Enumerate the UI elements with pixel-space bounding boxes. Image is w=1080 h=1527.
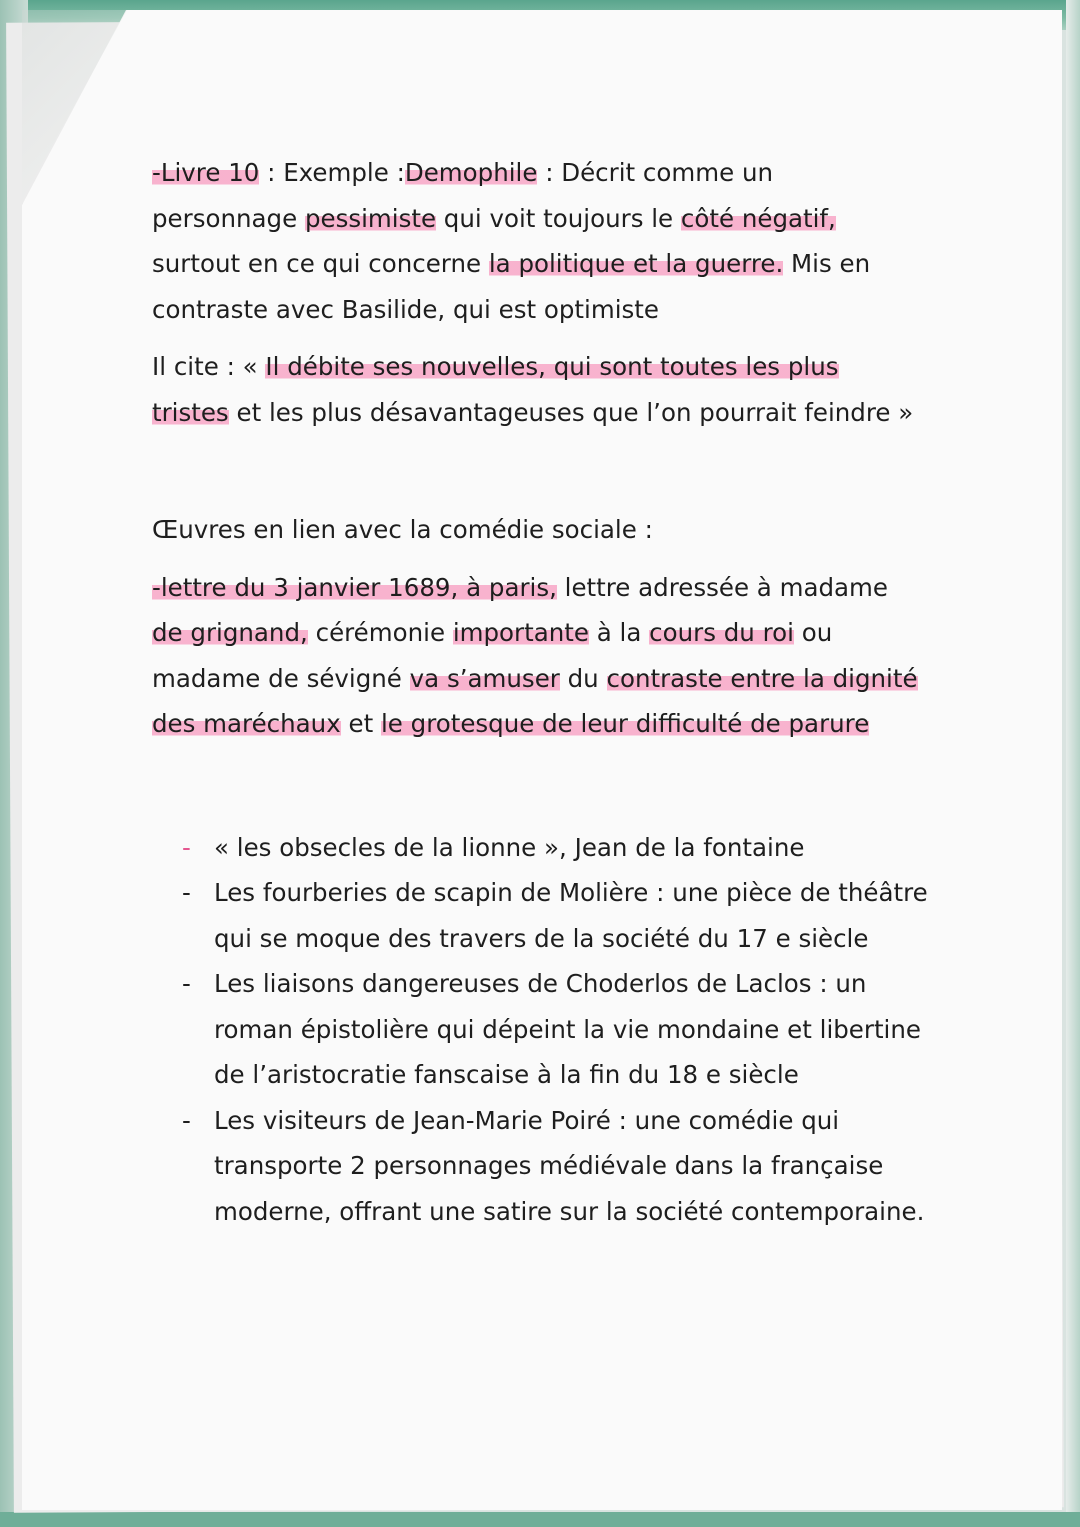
citation-quote: Il débite ses nouvelles, qui sont toutes les plus [265, 352, 839, 381]
livre-text: qui voit toujours le [436, 203, 681, 233]
livre-paragraph [152, 150, 952, 332]
lettre-text: cérémonie [307, 618, 453, 647]
lettre-text: ou [793, 618, 833, 647]
citation-intro: Il cite : « [152, 352, 266, 381]
work-text: Les liaisons dangereuses de Choderlos de Laclos : un roman épistolière qui dépeint la vie mondaine et libertine de l’aristocratie fanscaise à la fin du 18 e siècle [214, 969, 921, 1089]
character-name: Demophile [404, 158, 538, 187]
highlight-cote-negatif: côté négatif, [680, 203, 836, 233]
lettre-text: madame de sévigné [152, 663, 410, 693]
highlight-grignand: de grignand, [152, 618, 308, 647]
livre-text: Mis en [783, 249, 871, 278]
lettre-text: lettre adressée à madame [556, 572, 888, 602]
highlight-politique: la politique et la guerre. [488, 249, 784, 278]
list-item [182, 961, 952, 1098]
livre-label: -Livre 10 [152, 158, 260, 187]
list-dash: - [182, 1105, 191, 1135]
list-item [182, 1098, 952, 1235]
livre-text: : Décrit comme un [537, 158, 774, 187]
livre-text: : Exemple : [259, 158, 405, 187]
citation-quote-rest: et les plus désavantageuses que l’on pourrait feindre » [228, 397, 914, 427]
work-text: « les obsecles de la lionne », Jean de la fontaine [214, 832, 805, 862]
highlight-contraste: contraste entre la dignité [606, 663, 918, 693]
table-surface-right [1066, 0, 1080, 1527]
lettre-text: du [559, 663, 607, 693]
oeuvres-heading: Œuvres en lien avec la comédie sociale : [152, 515, 653, 544]
list-item [182, 825, 952, 871]
list-dash: - [182, 832, 191, 862]
highlight-importante: importante [452, 618, 589, 647]
list-dash: - [182, 878, 191, 907]
list-dash: - [182, 969, 191, 998]
document-text [152, 150, 952, 1234]
highlight-cours-du-roi: cours du roi [649, 618, 794, 647]
work-text: Les fourberies de scapin de Molière : une pièce de théâtre qui se moque des travers de la société du 17 e siècle [214, 878, 928, 953]
livre-text: personnage [152, 203, 305, 233]
work-text: Les visiteurs de Jean-Marie Poiré : une comédie qui transporte 2 personnages médiévale dans la française moderne, offrant une satire sur la société contemporaine. [214, 1105, 925, 1226]
livre-text: contraste avec Basilide, qui est optimiste [152, 294, 659, 324]
livre-text: surtout en ce qui concerne [152, 249, 489, 278]
highlight-marechaux: des maréchaux [152, 709, 341, 738]
lettre-paragraph [152, 565, 952, 747]
highlight-amuser: va s’amuser [409, 663, 560, 693]
citation-quote: tristes [152, 397, 229, 427]
lettre-text: et [340, 709, 381, 738]
highlight-pessimiste: pessimiste [304, 203, 437, 233]
list-item [182, 870, 952, 961]
works-list [152, 825, 952, 1235]
highlight-grotesque: le grotesque de leur difficulté de parure [380, 709, 870, 738]
lettre-text: à la [588, 618, 650, 647]
table-surface-bottom [0, 1512, 1080, 1527]
citation-paragraph [152, 344, 952, 435]
highlight-lettre-date: -lettre du 3 janvier 1689, à paris, [152, 572, 557, 602]
